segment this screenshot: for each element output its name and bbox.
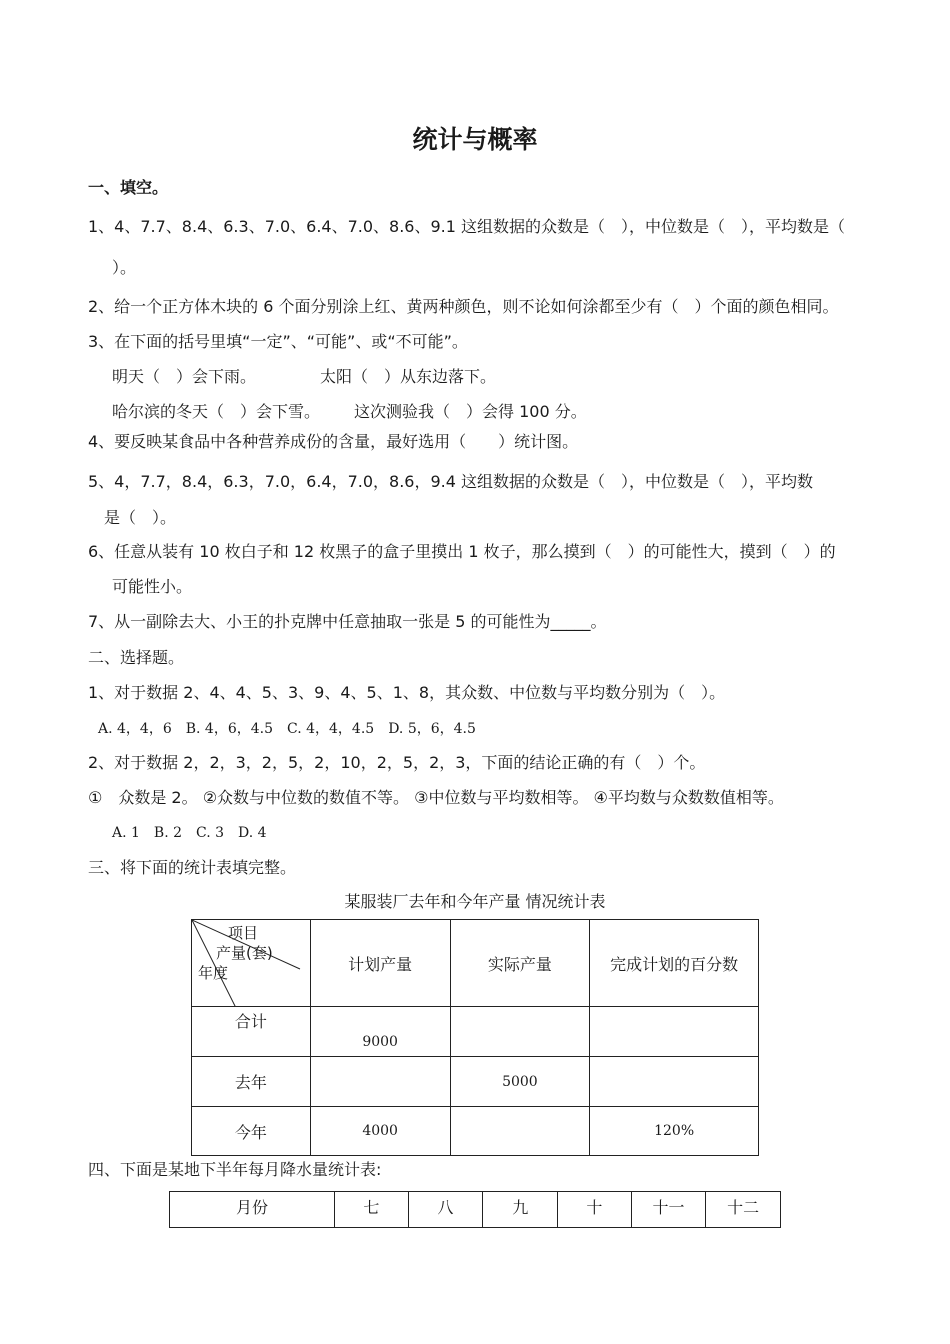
cell-planned [310, 1057, 450, 1107]
corner-item-label: 项目 [228, 924, 259, 942]
page-title: 统计与概率 [412, 125, 538, 154]
row-label: 今年 [192, 1107, 311, 1156]
question-1-3-a: 明天（ ）会下雨。 [112, 367, 257, 386]
table-row [192, 1057, 759, 1107]
corner-year-label: 年度 [198, 964, 229, 982]
table-title: 某服装厂去年和今年产量 情况统计表 [344, 892, 606, 911]
cell-actual [450, 1007, 590, 1057]
question-1-3-c: 哈尔滨的冬天（ ）会下雪。 [112, 402, 321, 421]
cell-actual [450, 1107, 590, 1156]
question-1-2: 2、给一个正方体木块的 6 个面分别涂上红、黄两种颜色，则不论如何涂都至少有（ ）个面的颜色相同。 [88, 297, 839, 316]
question-1-5-line-1: 5、4，7.7，8.4，6.3，7.0，6.4，7.0，8.6，9.4 这组数据的众数是（ ），中位数是（ ），平均数 [88, 472, 814, 491]
month-cell: 九 [483, 1192, 558, 1228]
question-1-1-line-1: 1、4、7.7、8.4、6.3、7.0、6.4、7.0、8.6、9.1 这组数据的众数是（ ），中位数是（ ），平均数是（ [88, 217, 846, 236]
cell-percent [590, 1007, 759, 1057]
question-1-4: 4、要反映某食品中各种营养成份的含量，最好选用（ ）统计图。 [88, 432, 579, 451]
month-cell: 八 [408, 1192, 483, 1228]
question-1-7: 7、从一副除去大、小王的扑克牌中任意抽取一张是 5 的可能性为_____。 [88, 612, 607, 631]
table-row [192, 1007, 759, 1057]
table-row [192, 1107, 759, 1156]
question-2-1: 1、对于数据 2、4、4、5、3、9、4、5、1、8，其众数、中位数与平均数分别为（ ）。 [88, 683, 726, 702]
section-3-heading: 三、将下面的统计表填完整。 [88, 858, 297, 877]
row-label: 合计 [192, 1007, 311, 1057]
question-2-2-statements: ① 众数是 2。 ②众数与中位数的数值不等。 ③中位数与平均数相等。 ④平均数与众数数值相等。 [88, 788, 784, 807]
section-2-heading: 二、选择题。 [88, 648, 185, 667]
question-2-2-options: A. 1 B. 2 C. 3 D. 4 [112, 825, 267, 841]
table-corner-cell [192, 920, 311, 1007]
month-cell: 十二 [706, 1192, 781, 1228]
question-1-1-line-2: ）。 [112, 258, 137, 277]
rainfall-table [169, 1191, 781, 1228]
question-2-1-options: A. 4，4，6 B. 4，6，4.5 C. 4，4，4.5 D. 5，6，4.5 [98, 721, 476, 737]
corner-output-label: 产量(套) [216, 944, 273, 962]
question-1-3-b: 太阳（ ）从东边落下。 [320, 367, 497, 386]
question-1-3-d: 这次测验我（ ）会得 100 分。 [354, 402, 587, 421]
section-4-heading: 四、下面是某地下半年每月降水量统计表: [88, 1160, 382, 1179]
header-percent: 完成计划的百分数 [590, 920, 759, 1007]
section-1-heading: 一、填空。 [88, 178, 169, 197]
month-cell: 七 [335, 1192, 409, 1228]
cell-percent: 120% [590, 1107, 759, 1156]
month-cell: 十一 [631, 1192, 706, 1228]
month-label-cell: 月份 [170, 1192, 335, 1228]
cell-planned: 4000 [310, 1107, 450, 1156]
header-actual: 实际产量 [450, 920, 590, 1007]
question-1-6-line-2: 可能性小。 [112, 577, 193, 596]
question-1-6-line-1: 6、任意从装有 10 枚白子和 12 枚黑子的盒子里摸出 1 枚子，那么摸到（ ）的可能性大，摸到（ ）的 [88, 542, 836, 561]
question-1-3: 3、在下面的括号里填“一定”、“可能”、或“不可能”。 [88, 332, 468, 351]
production-table [191, 919, 759, 1156]
header-planned: 计划产量 [310, 920, 450, 1007]
row-label: 去年 [192, 1057, 311, 1107]
question-2-2: 2、对于数据 2，2，3，2，5，2，10，2，5，2，3，下面的结论正确的有（ ）个。 [88, 753, 706, 772]
cell-actual: 5000 [450, 1057, 590, 1107]
month-cell: 十 [558, 1192, 632, 1228]
question-1-5-line-2: 是（ ）。 [104, 508, 177, 527]
cell-planned: 9000 [310, 1007, 450, 1057]
cell-percent [590, 1057, 759, 1107]
